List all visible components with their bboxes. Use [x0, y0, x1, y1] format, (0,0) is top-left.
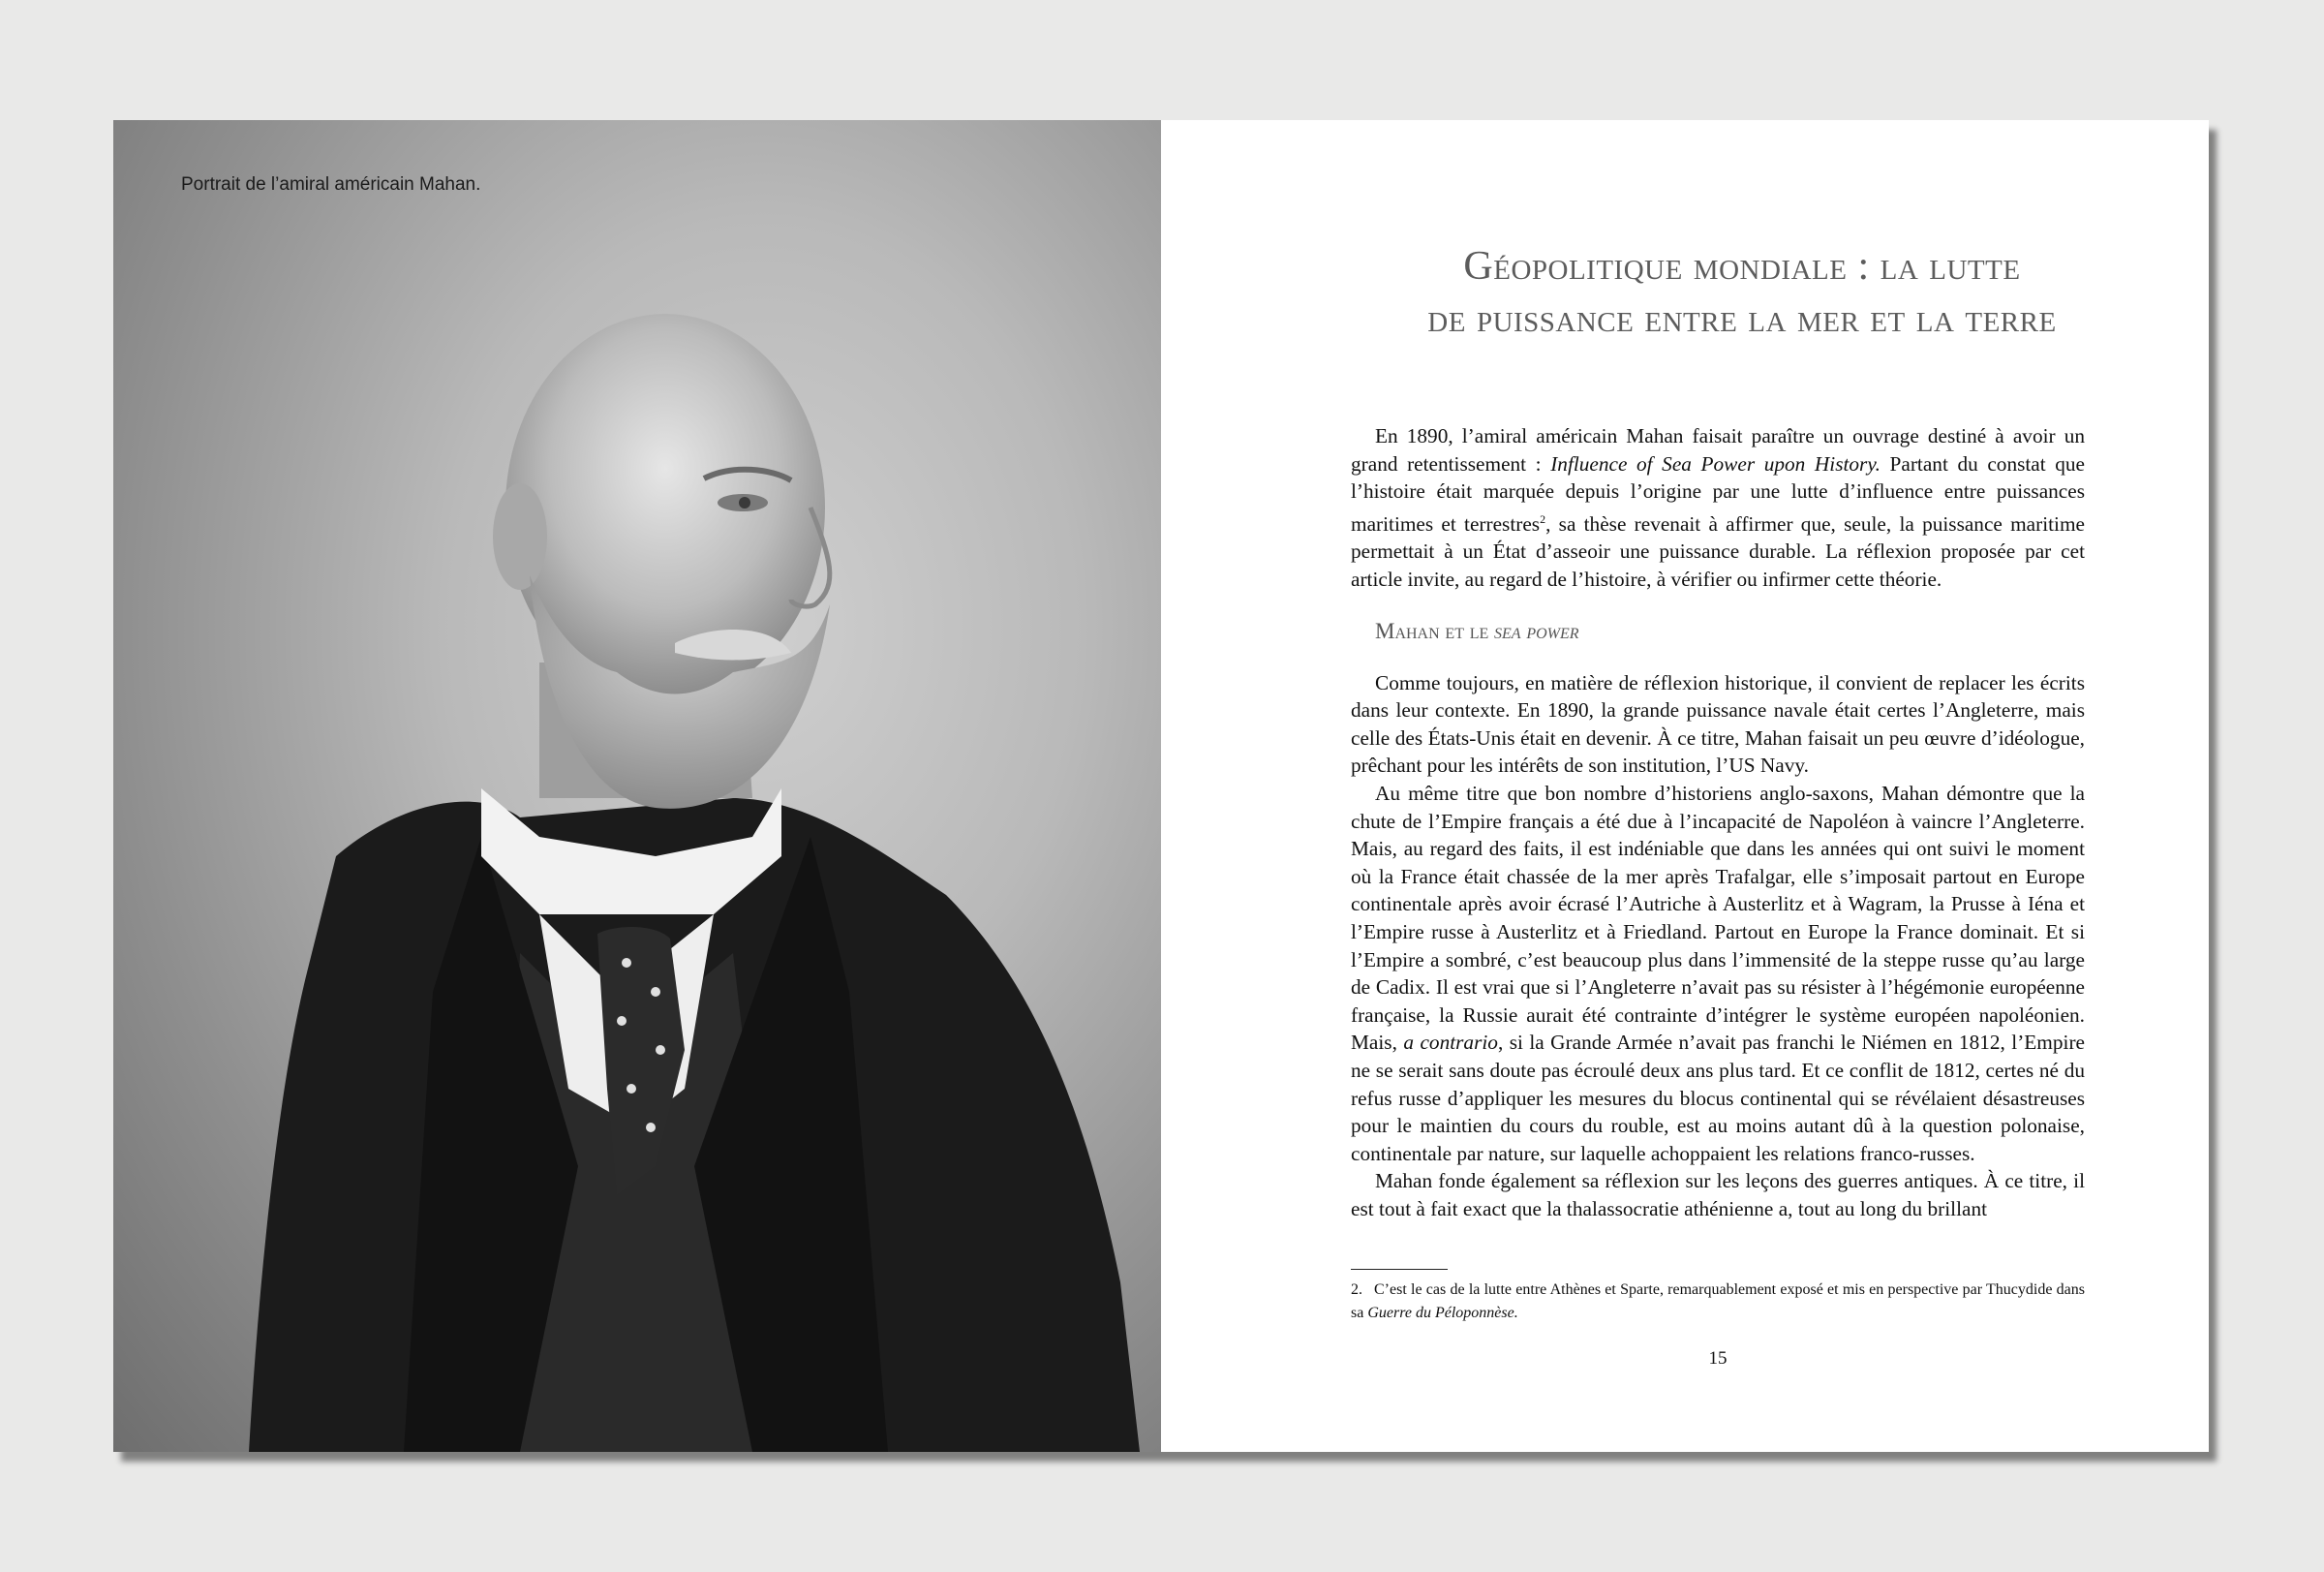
footnote: [1351, 1279, 2085, 1325]
paragraph-3: Mahan fonde également sa réflexion sur les leçons des guerres antiques. À ce titre, il est tout à fait exact que la thalassocratie athénienne a, tout au long du brillant: [1351, 1169, 2085, 1220]
page-number: 15: [1708, 1348, 1728, 1369]
paragraph-2-text-a: Au même titre que bon nombre d’historiens anglo-saxons, Mahan démontre que la chute de l’Empire français a été due à l’incapacité de Napoléon à vaincre l’Angleterre. Mais, au regard des faits, il est indéniable que dans les années qui ont suivi le moment où la France était chassée de la mer après Trafalgar, elle s’imposait partout en Europe continentale après avoir écrasé l’Autriche à Austerlitz et à Wagram, la Prusse à Iéna et l’Empire russe à Austerlitz et à Friedland. Partout en Europe la France dominait. Et si l’Empire a sombré, c’est beaucoup plus dans l’immensité de la steppe russe qu’au large de Cadix. Il est vrai que si l’Angleterre n’avait pas su résister à l’hégémonie européenne française, la Russie aurait été contrainte d’intégrer le système européen napoléonien. Mais,: [1351, 782, 2085, 1055]
book-title: Influence of Sea Power upon History.: [1550, 451, 1881, 476]
photo-caption: Portrait de l’amiral américain Mahan.: [181, 174, 481, 195]
bearded-man-portrait-photo: [113, 120, 1161, 1452]
intro-text-c: , sa thèse revenait à affirmer que, seule, la puissance maritime permettait à un État d’asseoir une puissance durable. La réflexion proposée par cet article invite, au regard de l’histoire, à vérifier ou infirmer cette théorie.: [1351, 511, 2085, 592]
footnote-rule: [1351, 1269, 1448, 1270]
article-title-line-1: Géopolitique mondiale : la lutte: [1463, 244, 2021, 289]
intro-text-a: En 1890, l’amiral américain Mahan faisait paraître un ouvrage destiné à avoir un grand retentissement :: [1351, 424, 2085, 476]
footnote-text: C’est le cas de la lutte entre Athènes et Sparte, remarquablement exposé et mis en perspective par Thucydide dans sa: [1351, 1281, 2085, 1321]
intro-paragraph: [1351, 422, 2085, 594]
article-title-line-2: de puissance entre la mer et la terre: [1427, 296, 2057, 341]
footnote-number: 2.: [1351, 1281, 1362, 1298]
paragraph-2-text-b: , si la Grande Armée n’avait pas franchi le Niémen en 1812, l’Empire ne se serait sans doute pas écroulé deux ans plus tard. Et ce conflit de 1812, certes né du refus russe d’appliquer les mesures du blocus continental qui se révélaient désastreuses pour le maintien du cours du rouble, est au moins autant dû à la question polonaise, continentale par nature, sur laquelle achoppaient les relations franco-russes.: [1351, 1031, 2085, 1165]
intro-text-b: Partant du constat que l’histoire était marquée depuis l’origine par une lutte d’influence entre puissances maritimes et terrestres: [1351, 451, 2086, 536]
section-heading: [1375, 617, 2085, 646]
section-heading-italic: sea power: [1494, 618, 1579, 643]
section-heading-text: Mahan et le: [1375, 618, 1495, 643]
right-page-text: [1161, 120, 2209, 1452]
article-title: [1277, 240, 2207, 345]
paragraph-2-italic: a contrario: [1403, 1031, 1498, 1055]
paragraph-2: [1351, 780, 2085, 1167]
footnote-italic: Guerre du Péloponnèse.: [1367, 1305, 1518, 1321]
book-spread: [113, 120, 2209, 1452]
paragraph-1: Comme toujours, en matière de réflexion historique, il convient de replacer les écrits dans leur contexte. En 1890, la grande puissance navale était certes l’Angleterre, mais celle des États-Unis était en devenir. À ce titre, Mahan faisait un peu œuvre d’idéologue, prêchant pour les intérêts de son institution, l’US Navy.: [1351, 670, 2085, 778]
footnote-reference: 2: [1540, 511, 1546, 526]
article-body: [1351, 422, 2085, 1223]
left-page-photo: [113, 120, 1161, 1452]
